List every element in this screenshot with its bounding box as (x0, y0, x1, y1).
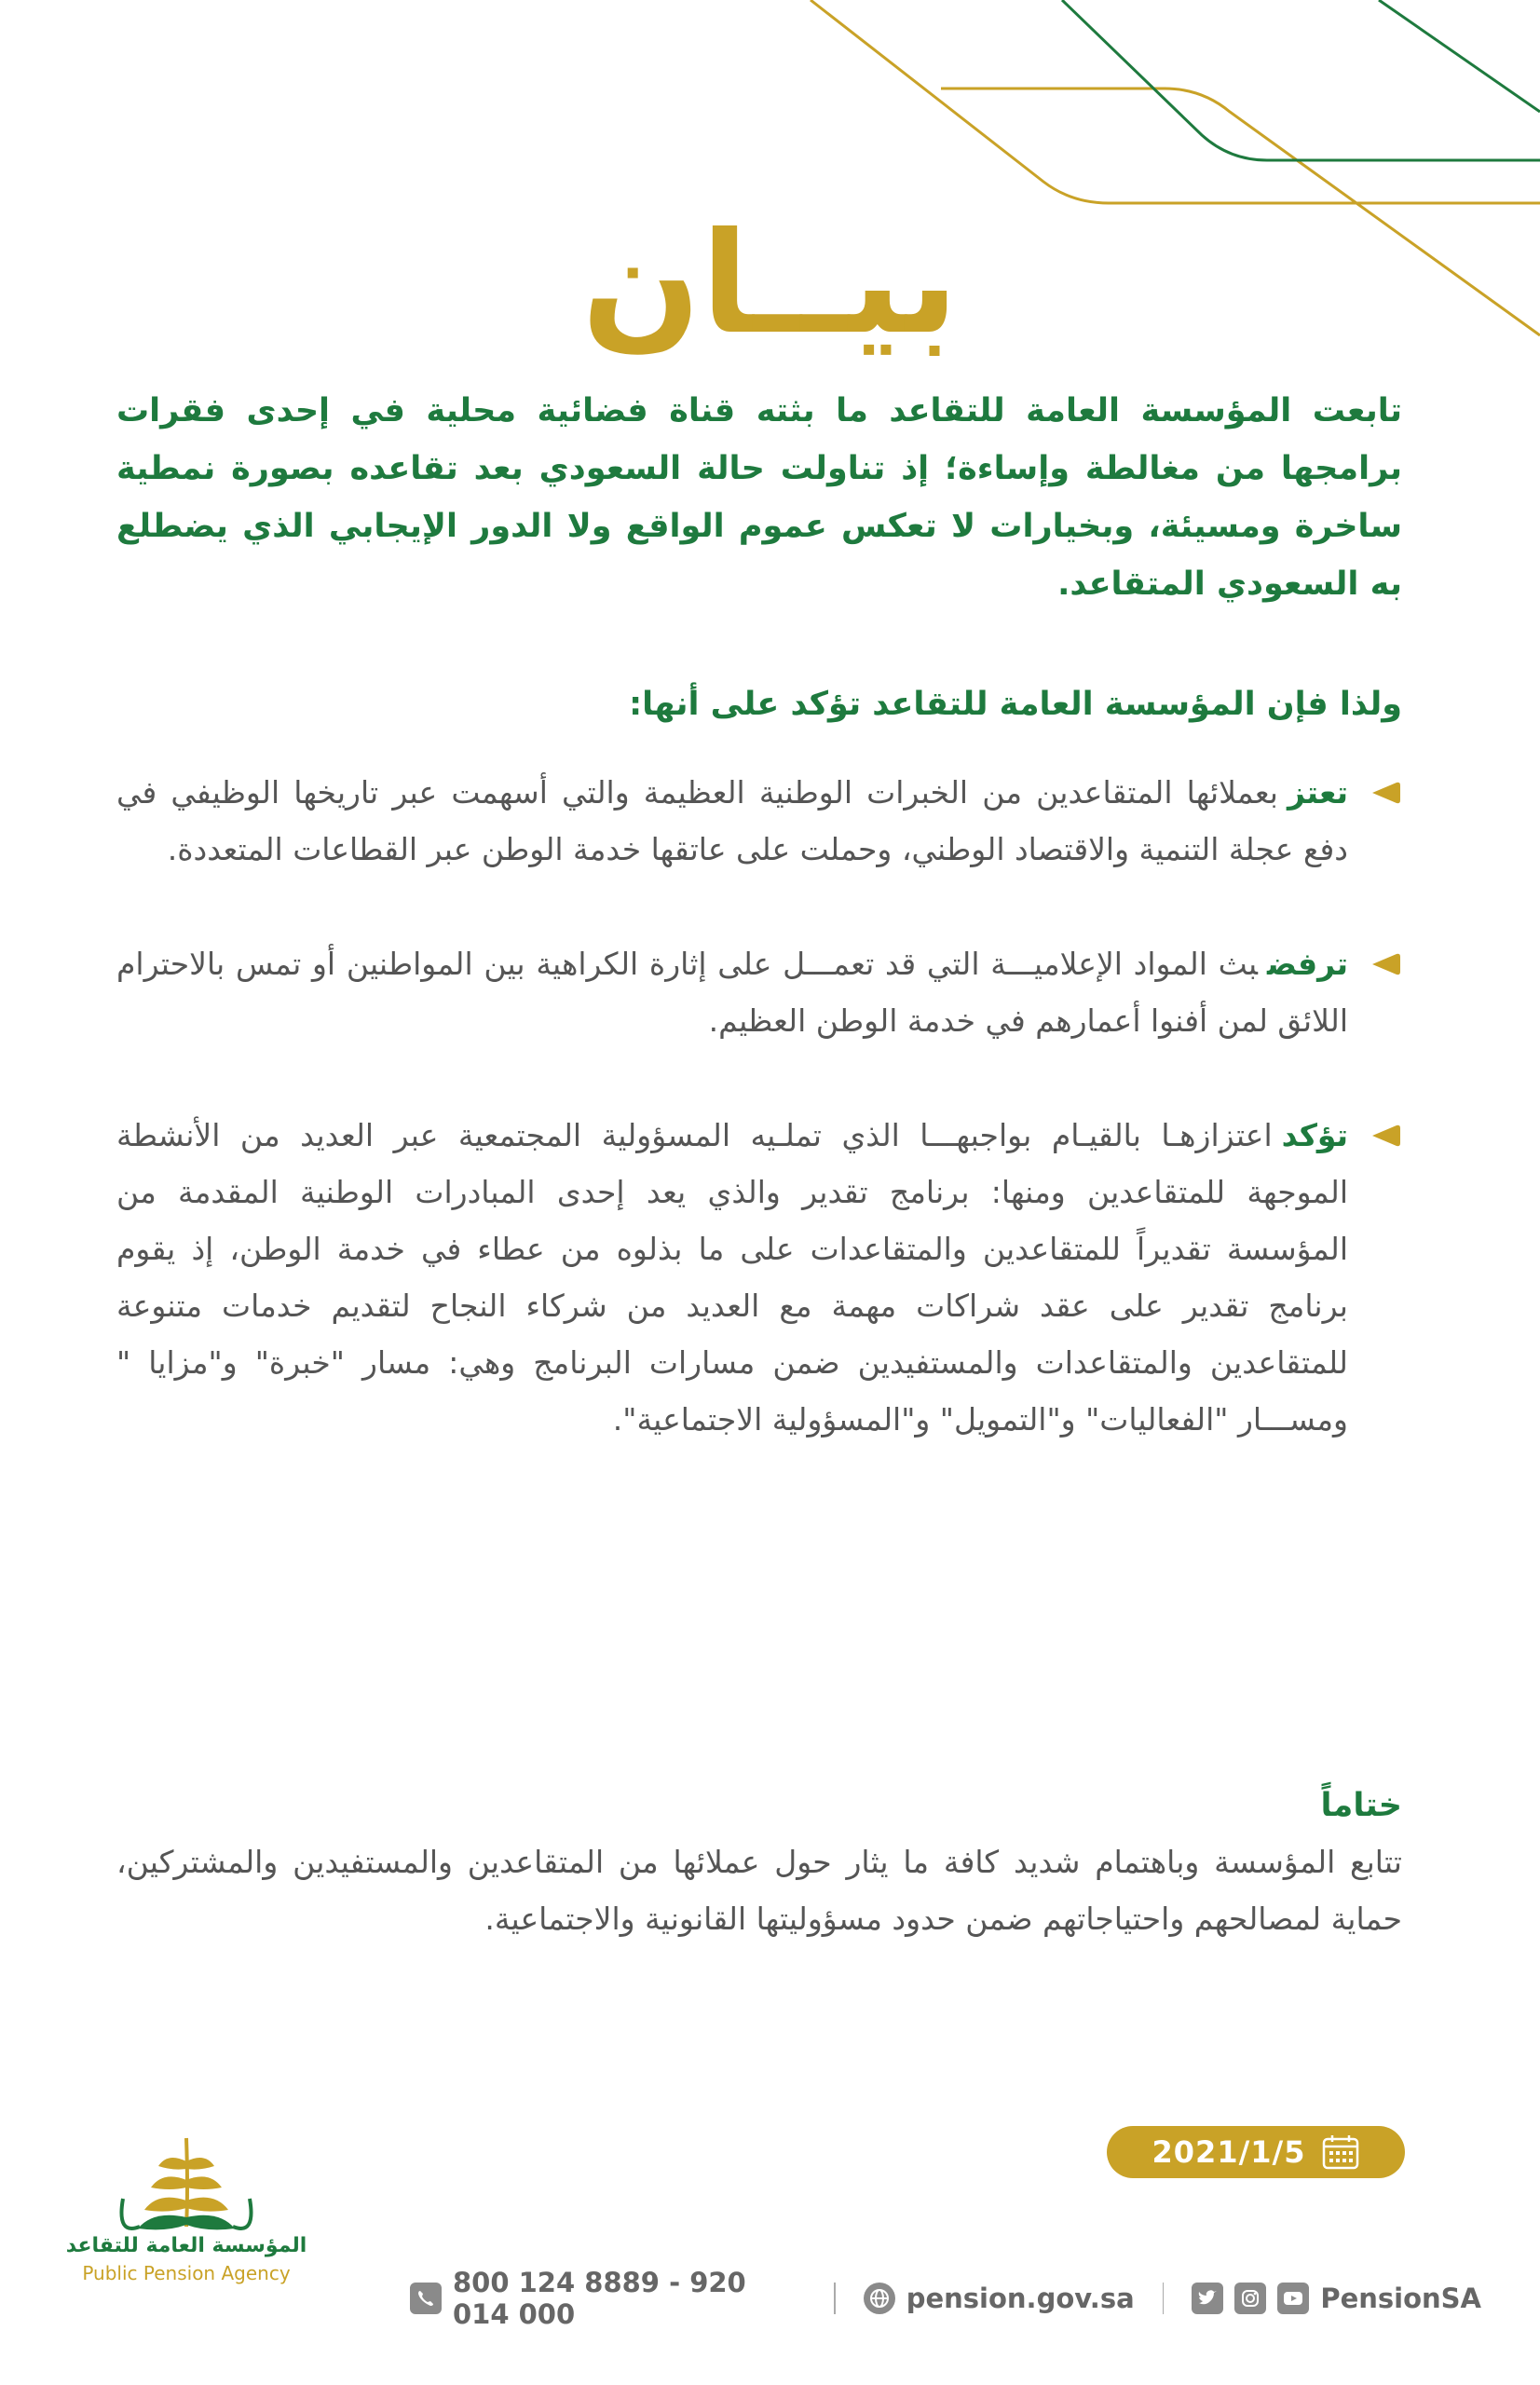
page-title: بيــان (581, 203, 959, 365)
lead-statement: ولذا فإن المؤسسة العامة للتقاعد تؤكد على أنها: (629, 686, 1402, 723)
date-text: 2021/1/5 (1152, 2134, 1306, 2170)
triangle-bullet-icon (1369, 1122, 1402, 1150)
intro-paragraph: تابعت المؤسسة العامة للتقاعد ما بثته قناة فضائية محلية في إحدى فقرات برامجها من مغالطة وإساءة؛ إذ تناولت حالة السعودي بعد تقاعده بصورة نمطية ساخرة ومسيئة، وبخيارات لا تعكس عموم الواقع ولا الدور الإيجابي الذي يضطلع به السعودي المتقاعد. (116, 392, 1402, 603)
footer-divider (834, 2283, 836, 2314)
globe-icon (864, 2283, 895, 2314)
logo-english-name: Public Pension Agency (82, 2262, 291, 2284)
bullet-list (116, 764, 1402, 1506)
logo-arabic-name: المؤسسة العامة للتقاعد (65, 2234, 307, 2257)
triangle-bullet-icon (1369, 950, 1402, 978)
youtube-icon[interactable] (1277, 2283, 1309, 2314)
bullet-text: اعتزازهـا بالقيـام بواجبهـــا الذي تملـيه المسؤولية المجتمعية عبر العديد من الأنشطة الموجهة للمتقاعدين ومنها: برنامج تقدير والذي يعد إحدى المبادرات الوطنية المقدمة من المؤسسة تقديراً للمتقاعدين والمتقاعدات على ما بذلوه من عطاء في خدمة الوطن، إذ يقوم برنامج تقدير على عقد شراكات مهمة مع العديد من شركاء النجاح لتقديم خدمات متنوعة للمتقاعدين والمتقاعدات والمستفيدين ضمن مسارات البرنامج وهي: مسار "خبرة" و"مزايا " ومســـار "الفعاليات" و"التمويل" و"المسؤولية الاجتماعية". (116, 1117, 1348, 1438)
footer-contact-bar (410, 2267, 1481, 2330)
bullet-keyword: تؤكد (1281, 1117, 1348, 1153)
instagram-icon[interactable] (1234, 2283, 1266, 2314)
closing-paragraph: تتابع المؤسسة وباهتمام شديد كافة ما يثار حول عملائها من المتقاعدين والمستفيدين والمشتركين، حماية لمصالحهم واحتياجاتهم ضمن حدود مسؤوليتها القانونية والاجتماعية. (116, 1844, 1402, 1937)
list-item (116, 764, 1402, 878)
phone-numbers: 800 124 8889 - 920 014 000 (453, 2267, 746, 2330)
website-link[interactable]: pension.gov.sa (906, 2283, 1135, 2314)
social-handle[interactable]: PensionSA (1320, 2283, 1481, 2314)
bullet-keyword: ترفض (1266, 946, 1348, 982)
bullet-text: بث المواد الإعلاميـــة التي قد تعمـــل على إثارة الكراهية بين المواطنين أو تمس بالاحترام اللائق لمن أفنوا أعمارهم في خدمة الوطن العظيم. (116, 946, 1348, 1039)
twitter-icon[interactable] (1192, 2283, 1223, 2314)
bullet-text: بعملائها المتقاعدين من الخبرات الوطنية العظيمة والتي أسهمت عبر تاريخها الوظيفي في دفع عجلة التنمية والاقتصاد الوطني، وحملت على عاتقها خدمة الوطن عبر القطاعات المتعددة. (116, 774, 1348, 867)
phone-icon (410, 2283, 442, 2314)
calendar-icon (1322, 2134, 1359, 2170)
date-badge (1107, 2126, 1405, 2178)
footer-divider (1163, 2283, 1165, 2314)
list-item (116, 935, 1402, 1049)
closing-title: ختاماً (1320, 1787, 1402, 1824)
bullet-keyword: تعتز (1287, 774, 1348, 811)
list-item (116, 1107, 1402, 1448)
triangle-bullet-icon (1369, 779, 1402, 807)
